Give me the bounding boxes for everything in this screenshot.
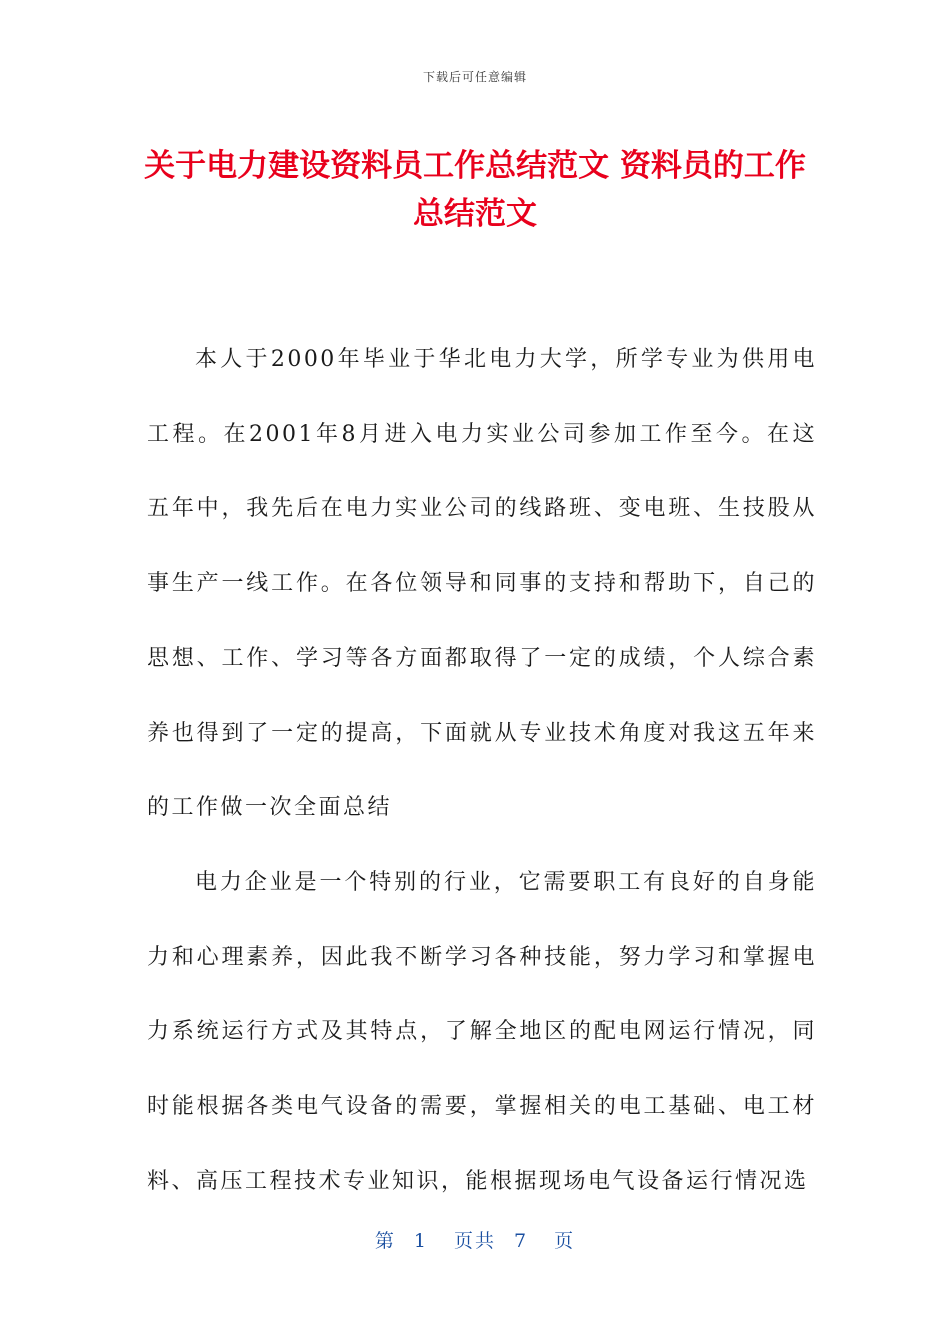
footer-prefix: 第 <box>374 1230 396 1252</box>
footer-middle: 页共 <box>453 1230 496 1252</box>
body-paragraph: 电力企业是一个特别的行业，它需要职工有良好的自身能力和心理素养，因此我不断学习各种技能，努力学习和掌握电力系统运行方式及其特点，了解全地区的配电网运行情况，同时能根据各类电气设备的需要，掌握相关的电工基础、电工材料、高压工程技术专业知识，能根据现场电气设备运行情况选 <box>147 869 817 1194</box>
body-paragraph: 本人于2000年毕业于华北电力大学，所学专业为供用电工程。在2001年8月进入电力实业公司参加工作至今。在这五年中，我先后在电力实业公司的线路班、变电班、生技股从事生产一线工作。在各位领导和同事的支持和帮助下，自己的思想、工作、学习等各方面都取得了一定的成绩，个人综合素养也得到了一定的提高，下面就从专业技术角度对我这五年来的工作做一次全面总结 <box>147 347 817 821</box>
footer-suffix: 页 <box>554 1230 576 1252</box>
footer-page-number: 1 <box>413 1230 428 1252</box>
document-title: 关于电力建设资料员工作总结范文 资料员的工作总结范文 <box>144 148 806 232</box>
document-body <box>147 323 817 1219</box>
page-footer <box>0 1226 950 1253</box>
header-note: 下载后可任意编辑 <box>422 70 527 84</box>
footer-total-pages: 7 <box>514 1230 529 1252</box>
